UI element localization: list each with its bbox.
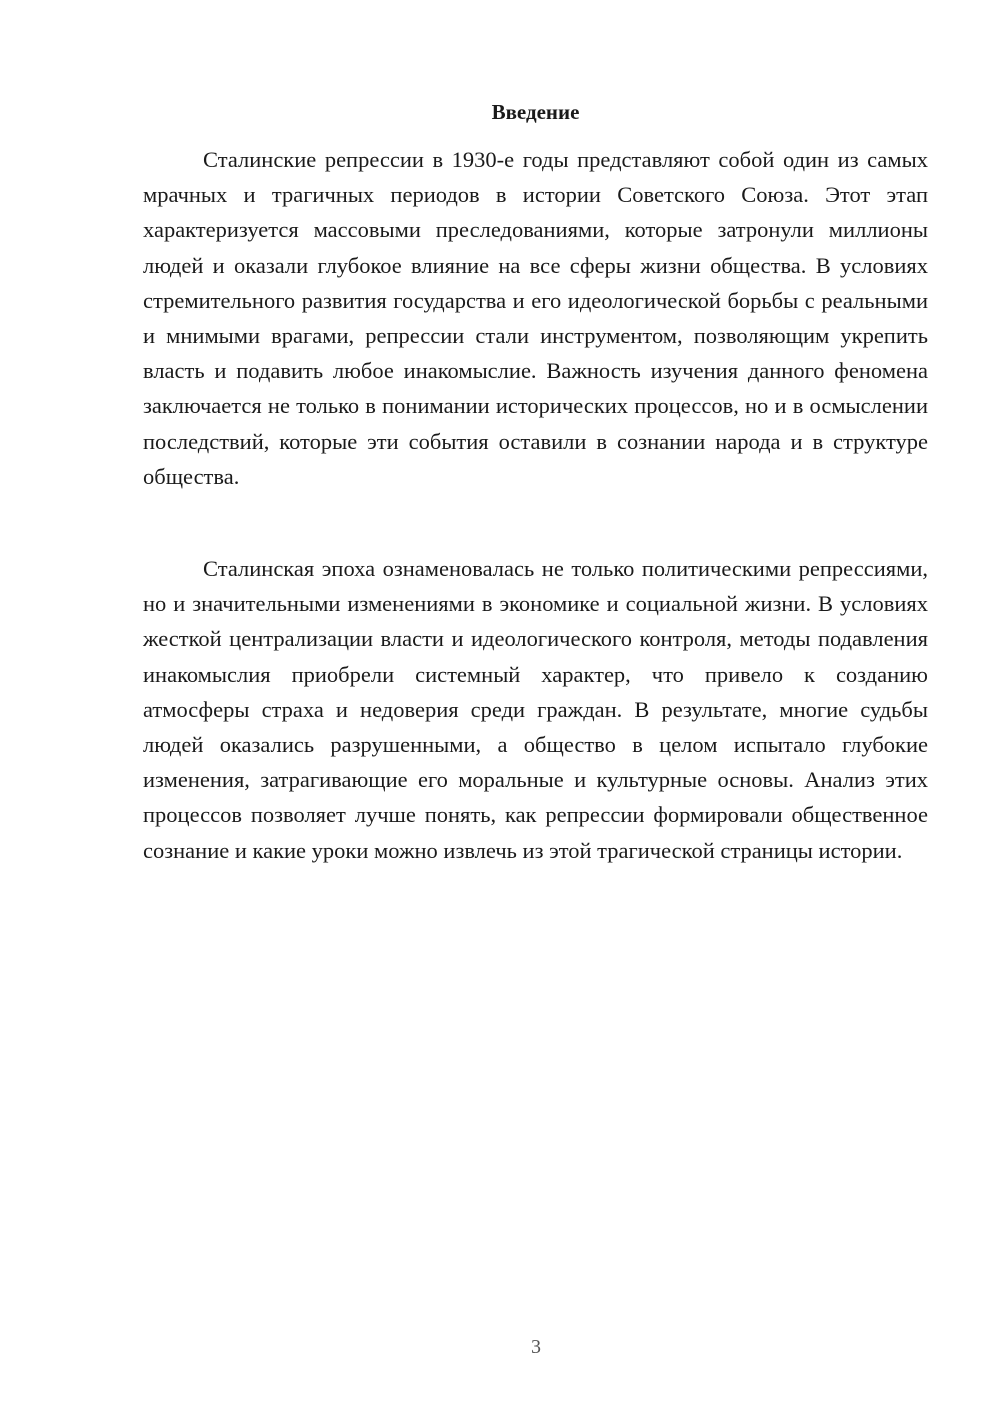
paragraph-2: Сталинская эпоха ознаменовалась не только политическими репрессиями, но и значительными изменениями в экономике и социальной жизни. В условиях жесткой централизации власти и идеологического контроля, методы подавления инакомыслия приобрели системный характер, что привело к созданию атмосферы страха и недоверия среди граждан. В результате, многие судьбы людей оказались разрушенными, а общество в целом испытало глубокие изменения, затрагивающие его моральные и культурные основы. Анализ этих процессов позволяет лучше понять, как репрессии формировали общественное сознание и какие уроки можно извлечь из этой трагической страницы истории. xyxy=(143,556,928,863)
page-number: 3 xyxy=(531,1336,541,1358)
section-heading: Введение xyxy=(491,100,580,124)
paragraph-1: Сталинские репрессии в 1930-е годы представляют собой один из самых мрачных и трагичных периодов в истории Советского Союза. Этот этап характеризуется массовыми преследованиями, которые затронули миллионы людей и оказали глубокое влияние на все сферы жизни общества. В условиях стремительного развития государства и его идеологической борьбы с реальными и мнимыми врагами, репрессии стали инструментом, позволяющим укрепить власть и подавить любое инакомыслие. Важность изучения данного феномена заключается не только в понимании исторических процессов, но и в осмыслении последствий, которые эти события оставили в сознании народа и в структуре общества. xyxy=(143,147,928,489)
